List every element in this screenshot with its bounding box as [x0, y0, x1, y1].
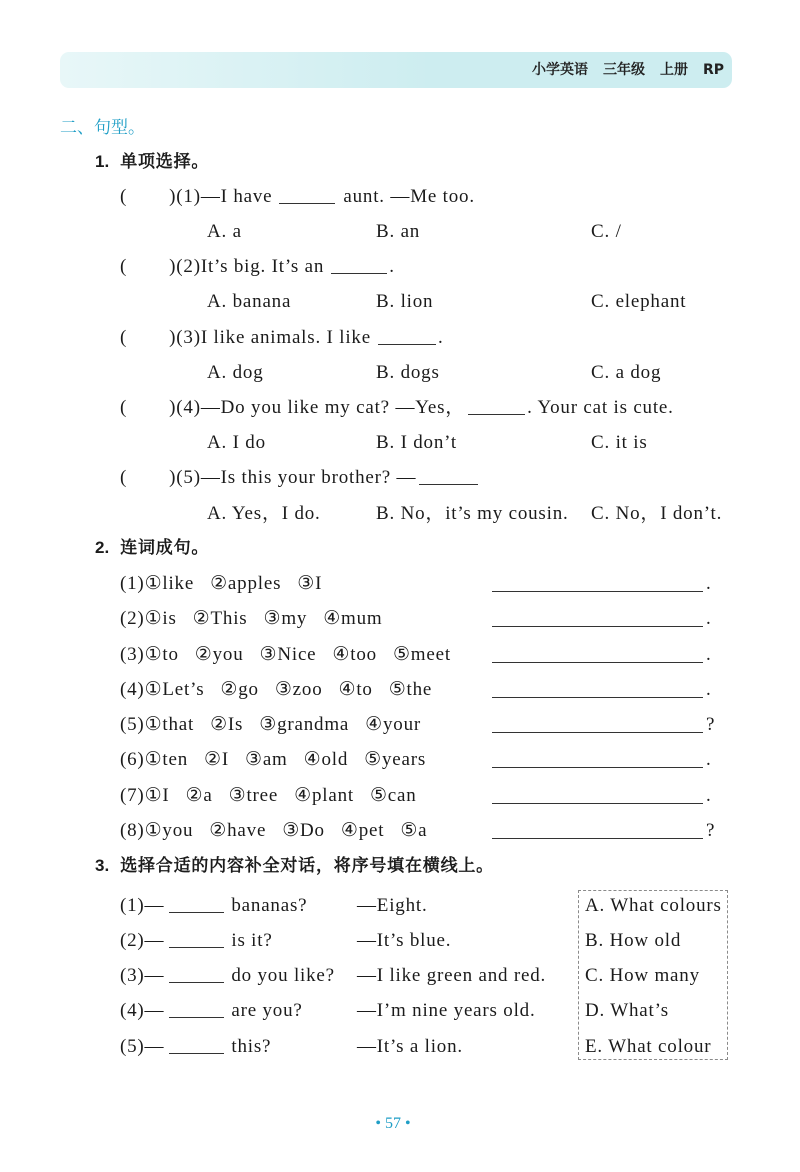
dialog-question: [120, 999, 303, 1023]
option-a: A. I do: [207, 432, 266, 453]
dialog-question: [120, 964, 335, 988]
word-token: ③Do: [282, 820, 325, 841]
option-b: B. dogs: [376, 362, 440, 383]
option-c: C. a dog: [591, 362, 662, 383]
word-token: ④old: [303, 749, 349, 770]
end-punctuation: .: [706, 679, 712, 700]
dialog-question-text: this?: [231, 1036, 272, 1057]
book-info: [517, 52, 724, 88]
answer-paren-close: ): [169, 256, 177, 277]
choice-option-b: B. How old: [585, 930, 682, 951]
answer-blank: [169, 1037, 224, 1054]
question-5: [0, 466, 800, 490]
answer-paren-open: (: [120, 186, 128, 207]
word-list: [120, 607, 399, 631]
item-number: (5): [120, 714, 145, 735]
part-number: 1.: [95, 152, 110, 171]
answer-paren-close: ): [169, 327, 177, 348]
question-number: (2): [176, 256, 201, 277]
word-list: [120, 713, 437, 737]
question-line: [120, 326, 444, 350]
question-3: [0, 326, 800, 350]
sentence-item-3: [0, 643, 800, 667]
answer-blank: [419, 468, 478, 485]
word-token: ④plant: [294, 785, 354, 806]
item-number: (2): [120, 608, 145, 629]
end-punctuation: .: [706, 573, 712, 594]
word-token: ④mum: [323, 608, 383, 629]
page-number: • 57 •: [375, 1115, 411, 1132]
word-token: ①Let’s: [144, 679, 205, 700]
part-label: 单项选择。: [120, 152, 210, 172]
word-list: [120, 572, 338, 596]
option-c: C. it is: [591, 432, 648, 453]
word-list: [120, 748, 442, 772]
answer-blank: [169, 1001, 224, 1018]
question-text-before: I like animals. I like: [200, 327, 371, 348]
word-list: [120, 643, 467, 667]
word-token: ④your: [365, 714, 422, 735]
dialog-number: (2)—: [120, 930, 165, 951]
end-punctuation: .: [706, 608, 712, 629]
answer-line: [492, 717, 703, 733]
word-token: ①like: [144, 573, 195, 594]
answer-blank: [468, 398, 525, 415]
option-a: A. banana: [207, 291, 292, 312]
question-3-options: [0, 361, 800, 385]
sentence-item-5: [0, 713, 800, 737]
word-list: [120, 819, 443, 843]
dialog-question-text: do you like?: [231, 965, 335, 986]
word-token: ②go: [220, 679, 259, 700]
choice-option-c: C. How many: [585, 965, 700, 986]
option-b: B. lion: [376, 291, 434, 312]
question-text-before: —I have: [200, 186, 273, 207]
answer-paren-close: ): [169, 467, 177, 488]
dialog-question-text: is it?: [231, 930, 273, 951]
question-line: [120, 396, 674, 420]
question-1-options: [0, 220, 800, 244]
sentence-item-4: [0, 678, 800, 702]
item-number: (3): [120, 644, 145, 665]
answer-blank: [378, 328, 436, 345]
word-token: ①to: [144, 644, 179, 665]
choice-box: [578, 890, 728, 1060]
option-c: C. elephant: [591, 291, 687, 312]
word-token: ③grandma: [259, 714, 350, 735]
part-label: 连词成句。: [120, 538, 210, 558]
book-volume: 上册: [659, 62, 688, 78]
sentence-item-6: [0, 748, 800, 772]
end-punctuation: .: [706, 785, 712, 806]
item-number: (4): [120, 679, 145, 700]
word-token: ⑤years: [364, 749, 427, 770]
question-text-before: It’s big. It’s an: [200, 256, 325, 277]
header-bar: [60, 52, 732, 88]
word-token: ③tree: [228, 785, 279, 806]
word-token: ③am: [244, 749, 288, 770]
word-token: ①I: [144, 785, 170, 806]
book-edition: RP: [702, 62, 724, 78]
answer-line: [492, 611, 703, 627]
choice-option-e: E. What colour: [585, 1036, 712, 1057]
word-token: ②Is: [210, 714, 244, 735]
option-a: A. a: [207, 221, 242, 242]
question-text-before: —Is this your brother? —: [200, 467, 417, 488]
option-a: A. dog: [207, 362, 264, 383]
choice-option-a: A. What colours: [585, 895, 722, 916]
sentence-item-8: [0, 819, 800, 843]
word-token: ①you: [144, 820, 194, 841]
answer-line: [492, 682, 703, 698]
question-number: (4): [176, 397, 201, 418]
question-text-after: .: [437, 327, 444, 348]
dialog-question: [120, 894, 307, 918]
word-list: [120, 784, 433, 808]
question-number: (3): [176, 327, 201, 348]
choice-option-d: D. What’s: [585, 1000, 669, 1021]
word-token: ②I: [204, 749, 229, 770]
answer-paren-close: ): [169, 186, 177, 207]
item-number: (7): [120, 785, 145, 806]
item-number: (1): [120, 573, 145, 594]
word-token: ②a: [185, 785, 213, 806]
item-number: (6): [120, 749, 145, 770]
dialog-number: (3)—: [120, 965, 165, 986]
answer-line: [492, 576, 703, 592]
dialog-question-text: are you?: [231, 1000, 303, 1021]
end-punctuation: .: [706, 644, 712, 665]
question-line: [120, 185, 475, 209]
book-grade: 三年级: [602, 62, 645, 78]
word-token: ②apples: [210, 573, 282, 594]
part-number: 3.: [95, 856, 110, 875]
word-token: ①that: [144, 714, 195, 735]
dialog-number: (5)—: [120, 1036, 165, 1057]
answer-paren-open: (: [120, 256, 128, 277]
question-text-after: .: [389, 256, 395, 277]
sentence-item-1: [0, 572, 800, 596]
part-1-title: [95, 150, 209, 174]
option-a: A. Yes，I do.: [207, 503, 321, 524]
answer-blank: [169, 966, 224, 983]
part-number: 2.: [95, 538, 110, 557]
question-line: [120, 466, 480, 490]
option-c: C. /: [591, 221, 622, 242]
question-2-options: [0, 290, 800, 314]
answer-paren-open: (: [120, 327, 128, 348]
section-title: 二、句型。: [60, 118, 145, 138]
end-punctuation: ?: [706, 714, 716, 735]
question-text-after: aunt. —Me too.: [343, 186, 475, 207]
answer-line: [492, 752, 703, 768]
word-token: ②you: [194, 644, 244, 665]
question-line: [120, 255, 395, 279]
option-b: B. No，it’s my cousin.: [376, 503, 569, 524]
word-token: ③I: [297, 573, 323, 594]
word-token: ③my: [263, 608, 308, 629]
word-token: ②have: [209, 820, 267, 841]
dialog-number: (1)—: [120, 895, 165, 916]
answer-line: [492, 823, 703, 839]
word-token: ①ten: [144, 749, 189, 770]
question-4: [0, 396, 800, 420]
question-5-options: [0, 502, 800, 526]
item-number: (8): [120, 820, 145, 841]
answer-paren-open: (: [120, 397, 128, 418]
part-2-title: [95, 536, 209, 560]
dialog-question: [120, 929, 273, 953]
dialog-answer: —I’m nine years old.: [357, 1000, 536, 1021]
dialog-question: [120, 1035, 271, 1059]
word-token: ⑤a: [400, 820, 428, 841]
word-token: ⑤can: [369, 785, 417, 806]
question-text-after: . Your cat is cute.: [527, 397, 674, 418]
word-token: ⑤meet: [392, 644, 451, 665]
question-1: [0, 185, 800, 209]
word-token: ④to: [338, 679, 373, 700]
word-token: ①is: [144, 608, 177, 629]
dialog-question-text: bananas?: [231, 895, 308, 916]
word-token: ④pet: [340, 820, 385, 841]
question-4-options: [0, 431, 800, 455]
dialog-answer: —Eight.: [357, 895, 428, 916]
answer-paren-close: ): [169, 397, 177, 418]
word-token: ③Nice: [259, 644, 317, 665]
question-2: [0, 255, 800, 279]
option-c: C. No，I don’t.: [591, 503, 723, 524]
answer-line: [492, 647, 703, 663]
answer-blank: [169, 896, 224, 913]
question-number: (5): [176, 467, 201, 488]
dialog-number: (4)—: [120, 1000, 165, 1021]
sentence-item-2: [0, 607, 800, 631]
option-b: B. I don’t: [376, 432, 458, 453]
word-list: [120, 678, 448, 702]
word-token: ③zoo: [274, 679, 323, 700]
word-token: ④too: [332, 644, 377, 665]
question-text-before: —Do you like my cat? —Yes，: [200, 397, 466, 418]
answer-blank: [169, 931, 224, 948]
word-token: ⑤the: [388, 679, 433, 700]
dialog-answer: —It’s a lion.: [357, 1036, 463, 1057]
answer-blank: [279, 187, 335, 204]
question-number: (1): [176, 186, 201, 207]
part-label: 选择合适的内容补全对话，将序号填在横线上。: [120, 856, 494, 876]
dialog-answer: —I like green and red.: [357, 965, 547, 986]
dialog-answer: —It’s blue.: [357, 930, 452, 951]
option-b: B. an: [376, 221, 421, 242]
part-3-title: [95, 854, 494, 878]
end-punctuation: .: [706, 749, 712, 770]
answer-paren-open: (: [120, 467, 128, 488]
sentence-item-7: [0, 784, 800, 808]
answer-line: [492, 788, 703, 804]
end-punctuation: ?: [706, 820, 716, 841]
word-token: ②This: [192, 608, 248, 629]
answer-blank: [331, 257, 387, 274]
book-subject: 小学英语: [531, 62, 588, 78]
